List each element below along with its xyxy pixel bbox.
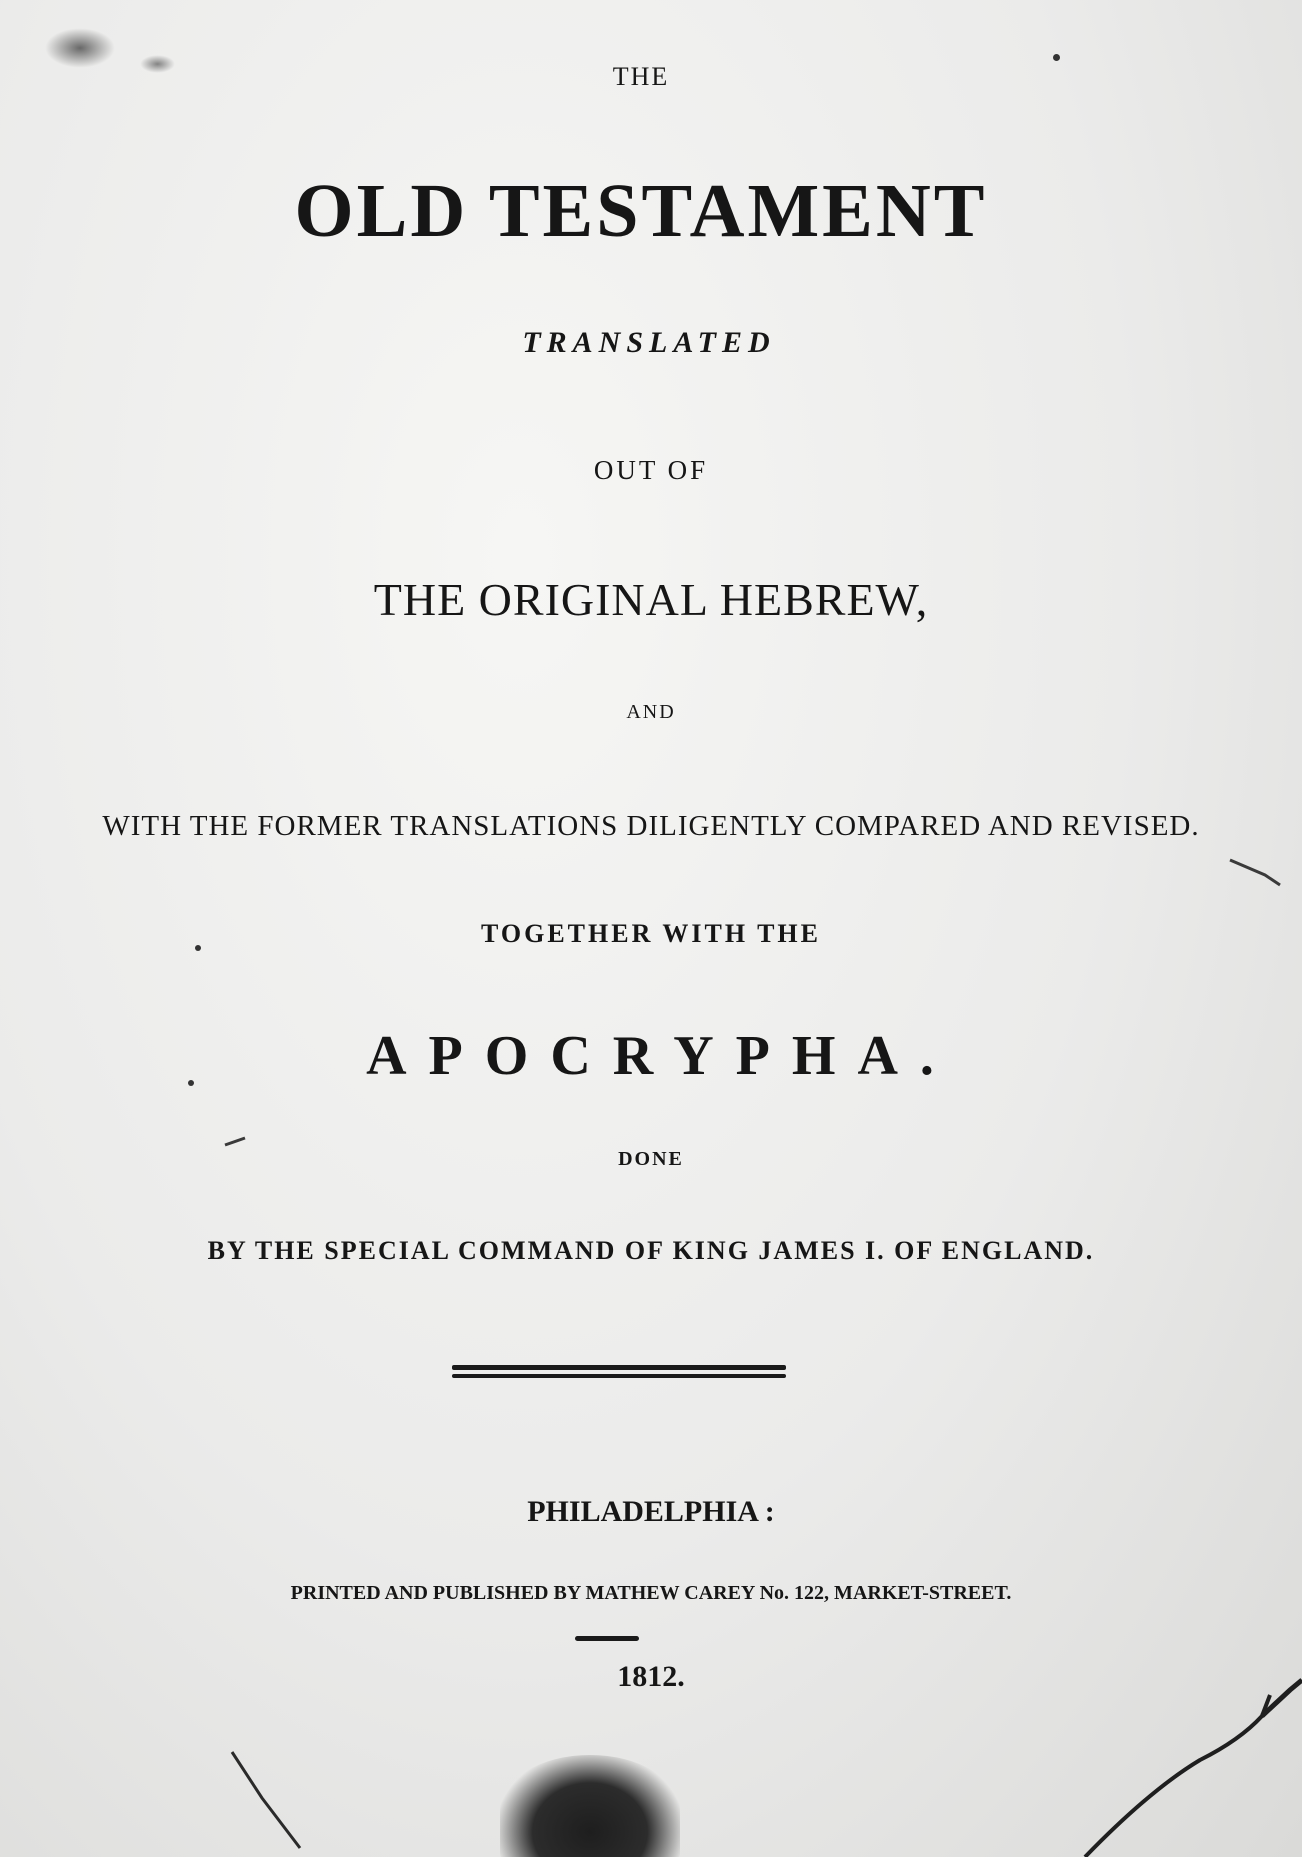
subtitle-out-of: OUT OF	[593, 455, 709, 485]
subtitle-done: DONE	[618, 1148, 684, 1170]
imprint-place: PHILADELPHIA :	[527, 1495, 775, 1528]
imprint-year: 1812.	[617, 1660, 685, 1693]
subtitle-original-hebrew: THE ORIGINAL HEBREW,	[373, 574, 929, 625]
subtitle-special-command: BY THE SPECIAL COMMAND OF KING JAMES I. OF ENGLAND.	[207, 1236, 1095, 1265]
conjunction-and: AND	[626, 701, 676, 723]
main-title: OLD TESTAMENT	[294, 169, 988, 253]
title-article: THE	[612, 62, 670, 91]
subtitle-translated: TRANSLATED	[522, 326, 776, 359]
subtitle-together-with: TOGETHER WITH THE	[481, 919, 821, 948]
imprint-printer: PRINTED AND PUBLISHED BY MATHEW CAREY No. 122, MARKET-STREET.	[290, 1582, 1012, 1604]
apocrypha-heading: APOCRYPHA.	[366, 1025, 956, 1087]
subtitle-former-translations: WITH THE FORMER TRANSLATIONS DILIGENTLY COMPARED AND REVISED.	[102, 810, 1200, 842]
